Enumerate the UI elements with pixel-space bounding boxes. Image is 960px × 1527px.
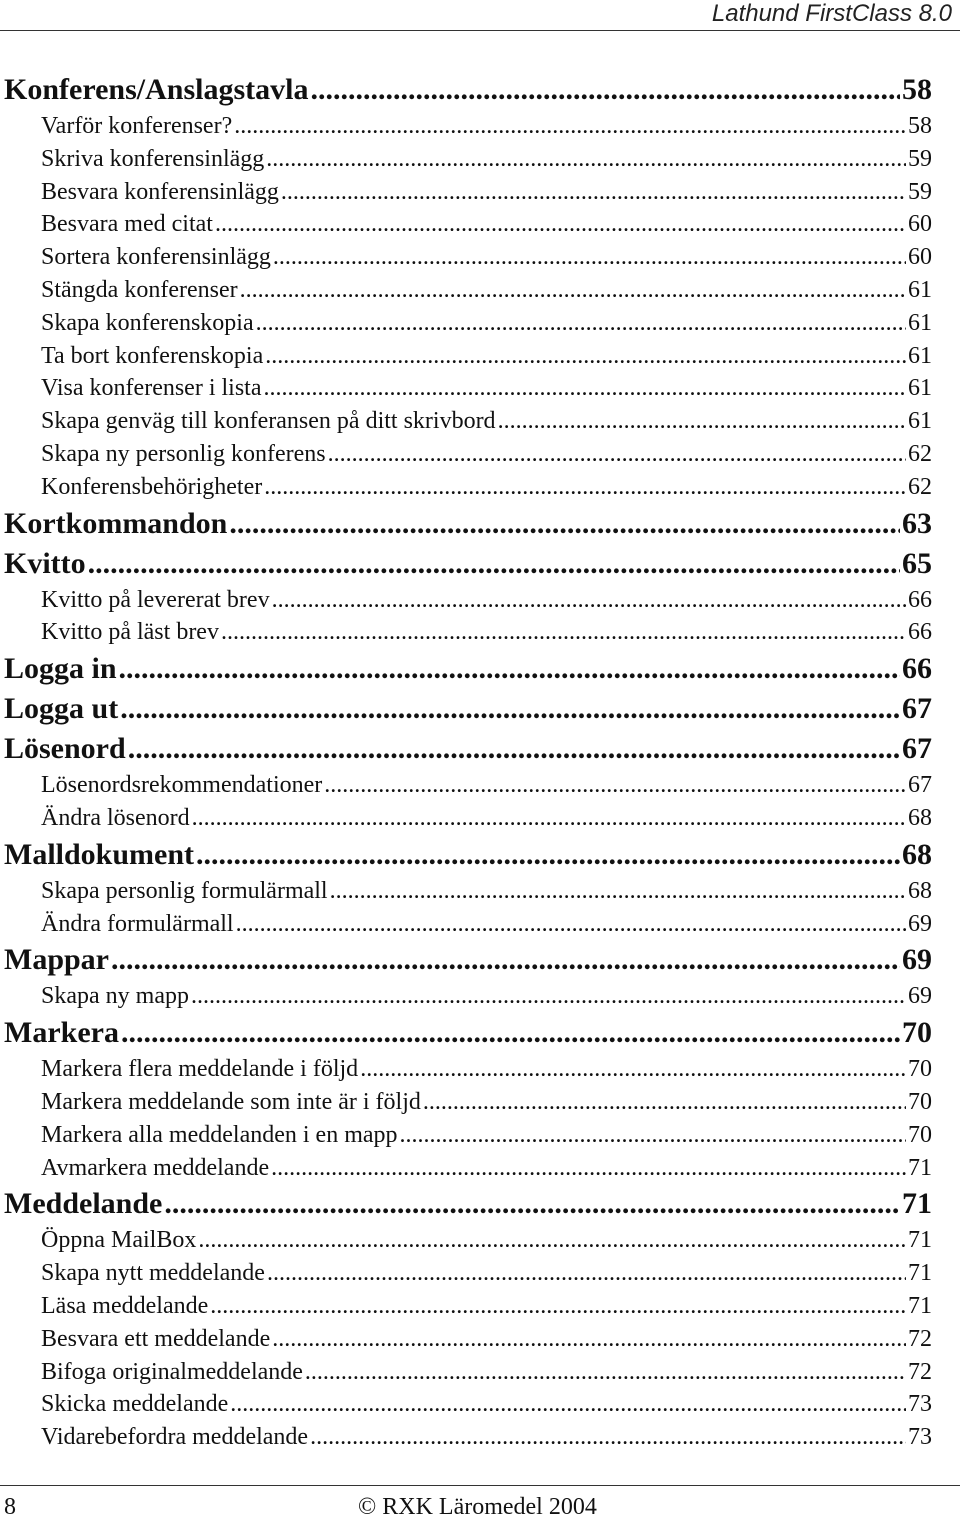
toc-entry-page: 66 xyxy=(908,619,932,646)
dot-leader xyxy=(360,1053,906,1086)
toc-entry-page: 72 xyxy=(908,1358,932,1385)
toc-entry-label: Bifoga originalmeddelande xyxy=(41,1358,303,1385)
toc-subsection-entry[interactable] xyxy=(4,584,932,617)
toc-subsection-entry[interactable] xyxy=(4,616,932,649)
dot-leader xyxy=(423,1086,906,1119)
dot-leader xyxy=(236,908,906,941)
toc-entry-label: Stängda konferenser xyxy=(41,276,238,303)
toc-entry-label: Lösenordsrekommendationer xyxy=(41,772,323,799)
toc-entry-label: Ändra lösenord xyxy=(41,804,190,831)
toc-subsection-entry[interactable] xyxy=(4,1290,932,1323)
toc-entry-label: Kvitto på läst brev xyxy=(41,619,219,646)
toc-entry-label: Skapa nytt meddelande xyxy=(41,1260,265,1287)
toc-entry-label: Vidarebefordra meddelande xyxy=(41,1424,309,1451)
table-of-contents xyxy=(4,70,932,1454)
footer-rule xyxy=(0,1485,960,1486)
dot-leader xyxy=(272,1323,906,1356)
toc-entry-page: 61 xyxy=(908,276,932,303)
toc-entry-label: Sortera konferensinlägg xyxy=(41,244,271,271)
dot-leader xyxy=(191,980,906,1013)
toc-entry-page: 71 xyxy=(908,1227,932,1254)
toc-section-entry[interactable] xyxy=(4,649,932,689)
toc-subsection-entry[interactable] xyxy=(4,405,932,438)
toc-entry-page: 63 xyxy=(902,506,932,540)
dot-leader xyxy=(196,835,900,875)
toc-entry-label: Markera flera meddelande i följd xyxy=(41,1056,359,1083)
toc-subsection-entry[interactable] xyxy=(4,1119,932,1152)
toc-entry-page: 71 xyxy=(908,1154,932,1181)
toc-section-entry[interactable] xyxy=(4,1013,932,1053)
toc-entry-label: Markera meddelande som inte är i följd xyxy=(41,1088,421,1115)
header-rule xyxy=(0,30,960,31)
toc-entry-page: 73 xyxy=(908,1424,932,1451)
toc-entry-page: 72 xyxy=(908,1325,932,1352)
dot-leader xyxy=(198,1224,906,1257)
toc-subsection-entry[interactable] xyxy=(4,908,932,941)
dot-leader xyxy=(310,70,900,110)
dot-leader xyxy=(498,405,906,438)
toc-subsection-entry[interactable] xyxy=(4,1388,932,1421)
toc-entry-label: Läsa meddelande xyxy=(41,1292,209,1319)
toc-subsection-entry[interactable] xyxy=(4,143,932,176)
toc-entry-page: 70 xyxy=(908,1056,932,1083)
toc-entry-label: Besvara konferensinlägg xyxy=(41,178,279,205)
toc-entry-label: Kvitto xyxy=(4,546,86,580)
dot-leader xyxy=(305,1356,906,1389)
toc-entry-label: Konferens/Anslagstavla xyxy=(4,73,309,106)
copyright-notice: © RXK Läromedel 2004 xyxy=(358,1494,597,1520)
toc-subsection-entry[interactable] xyxy=(4,1356,932,1389)
toc-section-entry[interactable] xyxy=(4,504,932,544)
toc-entry-label: Ändra formulärmall xyxy=(41,910,234,937)
toc-entry-page: 61 xyxy=(908,375,932,402)
running-header: Lathund FirstClass 8.0 xyxy=(711,0,952,27)
dot-leader xyxy=(264,372,907,405)
dot-leader xyxy=(272,584,906,617)
toc-subsection-entry[interactable] xyxy=(4,241,932,274)
toc-entry-page: 66 xyxy=(908,586,932,613)
toc-subsection-entry[interactable] xyxy=(4,1086,932,1119)
toc-entry-label: Logga ut xyxy=(4,692,119,726)
dot-leader xyxy=(119,649,900,689)
toc-entry-label: Logga in xyxy=(4,652,117,686)
toc-subsection-entry[interactable] xyxy=(4,1224,932,1257)
toc-section-entry[interactable] xyxy=(4,835,932,875)
toc-entry-label: Skapa genväg till konferansen på ditt skrivbord xyxy=(41,408,496,435)
toc-entry-page: 59 xyxy=(908,145,932,172)
toc-entry-label: Skicka meddelande xyxy=(41,1391,229,1418)
dot-leader xyxy=(234,110,906,143)
toc-subsection-entry[interactable] xyxy=(4,438,932,471)
toc-entry-label: Markera xyxy=(4,1016,119,1050)
toc-subsection-entry[interactable] xyxy=(4,372,932,405)
dot-leader xyxy=(271,1152,906,1185)
toc-entry-page: 71 xyxy=(902,1187,932,1221)
dot-leader xyxy=(265,340,906,373)
toc-entry-page: 71 xyxy=(908,1292,932,1319)
dot-leader xyxy=(121,1013,900,1053)
toc-entry-page: 61 xyxy=(908,342,932,369)
dot-leader xyxy=(330,875,906,908)
toc-subsection-entry[interactable] xyxy=(4,340,932,373)
toc-entry-label: Skapa personlig formulärmall xyxy=(41,877,328,904)
toc-subsection-entry[interactable] xyxy=(4,1421,932,1454)
toc-entry-page: 70 xyxy=(908,1121,932,1148)
toc-entry-page: 60 xyxy=(908,211,932,238)
toc-subsection-entry[interactable] xyxy=(4,1257,932,1290)
toc-section-entry[interactable] xyxy=(4,1184,932,1224)
toc-entry-page: 67 xyxy=(902,692,932,726)
toc-entry-label: Lösenord xyxy=(4,732,126,766)
toc-entry-page: 60 xyxy=(908,244,932,271)
toc-entry-page: 67 xyxy=(902,732,932,766)
toc-entry-page: 65 xyxy=(902,546,932,580)
dot-leader xyxy=(267,1257,906,1290)
dot-leader xyxy=(229,504,900,544)
toc-entry-label: Malldokument xyxy=(4,837,195,871)
toc-subsection-entry[interactable] xyxy=(4,1053,932,1086)
toc-entry-page: 71 xyxy=(908,1260,932,1287)
toc-entry-label: Visa konferenser i lista xyxy=(41,375,262,402)
toc-subsection-entry[interactable] xyxy=(4,980,932,1013)
toc-entry-label: Besvara ett meddelande xyxy=(41,1325,271,1352)
toc-entry-page: 62 xyxy=(908,473,932,500)
toc-subsection-entry[interactable] xyxy=(4,769,932,802)
toc-entry-label: Markera alla meddelanden i en mapp xyxy=(41,1121,398,1148)
toc-entry-page: 68 xyxy=(902,837,932,871)
toc-entry-label: Öppna MailBox xyxy=(41,1227,197,1254)
dot-leader xyxy=(164,1184,900,1224)
toc-subsection-entry[interactable] xyxy=(4,802,932,835)
toc-subsection-entry[interactable] xyxy=(4,274,932,307)
toc-section-entry[interactable] xyxy=(4,689,932,729)
toc-entry-page: 73 xyxy=(908,1391,932,1418)
toc-entry-label: Varför konferenser? xyxy=(41,113,233,139)
dot-leader xyxy=(328,438,906,471)
dot-leader xyxy=(281,176,906,209)
toc-entry-page: 69 xyxy=(908,983,932,1010)
toc-entry-label: Meddelande xyxy=(4,1187,163,1221)
toc-entry-page: 70 xyxy=(902,1016,932,1050)
dot-leader xyxy=(256,307,906,340)
toc-entry-page: 58 xyxy=(908,113,932,139)
toc-section-entry[interactable] xyxy=(4,729,932,769)
toc-entry-label: Mappar xyxy=(4,943,109,977)
toc-entry-page: 61 xyxy=(908,408,932,435)
toc-subsection-entry[interactable] xyxy=(4,471,932,504)
toc-entry-page: 68 xyxy=(908,877,932,904)
toc-subsection-entry[interactable] xyxy=(4,1323,932,1356)
toc-entry-label: Besvara med citat xyxy=(41,211,213,238)
toc-subsection-entry[interactable] xyxy=(4,1152,932,1185)
dot-leader xyxy=(215,208,906,241)
toc-entry-label: Skapa ny mapp xyxy=(41,983,189,1010)
dot-leader xyxy=(240,274,906,307)
toc-subsection-entry[interactable] xyxy=(4,110,932,143)
dot-leader xyxy=(273,241,906,274)
toc-entry-label: Ta bort konferenskopia xyxy=(41,342,264,369)
toc-entry-label: Kvitto på levererat brev xyxy=(41,586,270,613)
toc-entry-label: Kortkommandon xyxy=(4,506,228,540)
toc-subsection-entry[interactable] xyxy=(4,875,932,908)
toc-entry-page: 69 xyxy=(908,910,932,937)
dot-leader xyxy=(210,1290,906,1323)
dot-leader xyxy=(400,1119,906,1152)
toc-entry-page: 69 xyxy=(902,943,932,977)
dot-leader xyxy=(221,616,906,649)
toc-entry-page: 67 xyxy=(908,772,932,799)
toc-entry-page: 66 xyxy=(902,652,932,686)
dot-leader xyxy=(111,940,900,980)
dot-leader xyxy=(324,769,906,802)
toc-entry-label: Skapa ny personlig konferens xyxy=(41,440,326,467)
toc-subsection-entry[interactable] xyxy=(4,307,932,340)
toc-entry-label: Skriva konferensinlägg xyxy=(41,145,265,172)
dot-leader xyxy=(88,544,900,584)
toc-section-entry[interactable] xyxy=(4,544,932,584)
page-number: 8 xyxy=(4,1494,16,1520)
toc-entry-page: 59 xyxy=(908,178,932,205)
toc-entry-page: 61 xyxy=(908,309,932,336)
toc-entry-label: Konferensbehörigheter xyxy=(41,473,263,500)
dot-leader xyxy=(264,471,906,504)
toc-entry-label: Skapa konferenskopia xyxy=(41,309,254,336)
dot-leader xyxy=(230,1388,906,1421)
dot-leader xyxy=(310,1421,906,1454)
toc-subsection-entry[interactable] xyxy=(4,208,932,241)
toc-subsection-entry[interactable] xyxy=(4,176,932,209)
dot-leader xyxy=(120,689,900,729)
toc-entry-label: Avmarkera meddelande xyxy=(41,1154,270,1181)
toc-section-entry[interactable] xyxy=(4,70,932,110)
dot-leader xyxy=(128,729,900,769)
toc-section-entry[interactable] xyxy=(4,940,932,980)
toc-entry-page: 62 xyxy=(908,440,932,467)
dot-leader xyxy=(266,143,906,176)
toc-entry-page: 58 xyxy=(902,73,932,106)
toc-entry-page: 70 xyxy=(908,1088,932,1115)
toc-entry-page: 68 xyxy=(908,804,932,831)
dot-leader xyxy=(192,802,906,835)
